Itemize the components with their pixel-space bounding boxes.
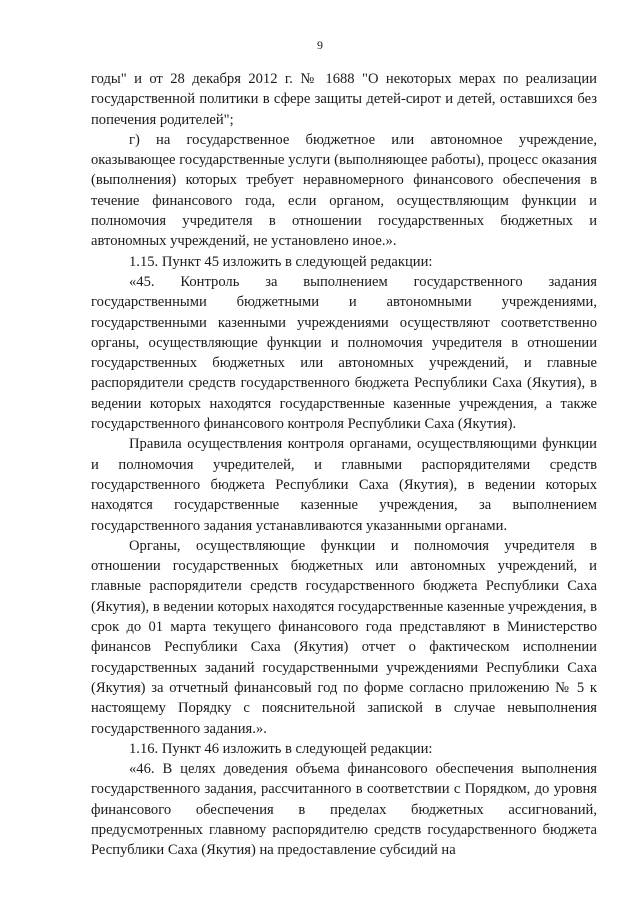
paragraph-amendment-1-16: 1.16. Пункт 46 изложить в следующей редакции: — [129, 740, 433, 757]
paragraph-amendment-1-15: 1.15. Пункт 45 изложить в следующей редакции: — [129, 253, 433, 270]
paragraph-subitem-g: г) на государственное бюджетное или автономное учреждение, оказывающее государственные услуги (выполняющее работы), процесс оказания (выполнения) которых требует неравномерного финансового обеспечения в течение финансового года, если органом, осуществляющим функции и полномочия учредителя в отношении государственных бюджетных и автономных учреждений, не установлено иное.». — [91, 131, 597, 250]
paragraph-item-45: «45. Контроль за выполнением государственного задания государственными бюджетными и автономными учреждениями, государственными казенными учреждениями осуществляют соответственно органы, осуществляющие функции и полномочия учредителя в отношении государственных бюджетных или автономных учреждений, и главные распорядители средств государственного бюджета Республики Саха (Якутия), в ведении которых находятся государственные казенные учреждения, а также государственного финансового контроля Республики Саха (Якутия). — [91, 273, 597, 433]
document-body — [91, 69, 597, 861]
paragraph-report-submission: Органы, осуществляющие функции и полномочия учредителя в отношении государственных бюджетных или автономных учреждений, и главные распорядители средств государственного бюджета Республики Саха (Якутия), в ведении которых находятся государственные казенные учреждения, в срок до 01 марта текущего финансового года представляют в Министерство финансов Республики Саха (Якутия) отчет о фактическом исполнении государственных заданий государственными учреждениями Республики Саха (Якутия) за отчетный финансовый год по форме согласно приложению № 5 к настоящему Порядку с пояснительной запиской в случае невыполнения государственного задания.». — [91, 537, 597, 737]
page-number: 9 — [317, 38, 323, 52]
paragraph-item-46: «46. В целях доведения объема финансового обеспечения выполнения государственного задания, рассчитанного в соответствии с Порядком, до уровня финансового обеспечения в пределах бюджетных ассигнований, предусмотренных главному распорядителю средств государственного бюджета Республики Саха (Якутия) на предоставление субсидий на — [91, 761, 597, 859]
paragraph-continuation: годы" и от 28 декабря 2012 г. № 1688 "О некоторых мерах по реализации государственной политики в сфере защиты детей-сирот и детей, оставшихся без попечения родителей"; — [91, 71, 597, 128]
paragraph-control-rules: Правила осуществления контроля органами, осуществляющими функции и полномочия учредителей, и главными распорядителями средств государственного бюджета Республики Саха (Якутия), в ведении которых находятся государственные казенные учреждения, за выполнением государственного задания устанавливаются указанными органами. — [91, 436, 597, 534]
